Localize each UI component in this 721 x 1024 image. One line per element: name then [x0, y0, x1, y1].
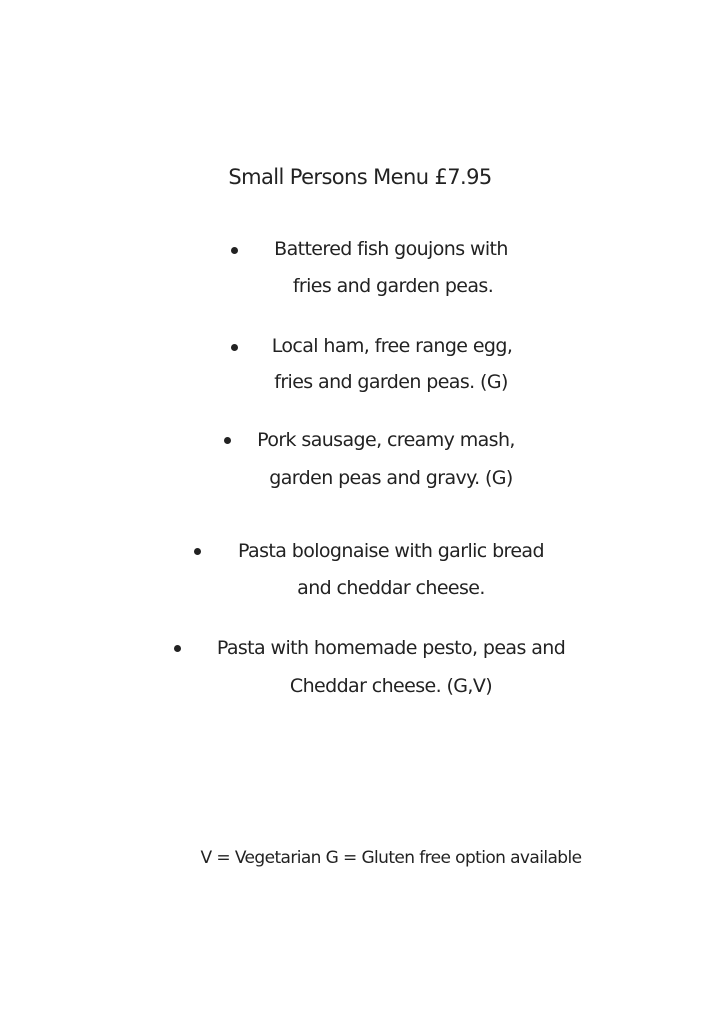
item-line: fries and garden peas. — [292, 275, 494, 297]
item-line: Battered fish goujons with — [274, 238, 508, 260]
item-line: fries and garden peas. (G) — [274, 371, 508, 393]
menu-title: Small Persons Menu £7.95 — [228, 165, 492, 189]
item-line: garden peas and gravy. (G) — [269, 467, 513, 489]
item-line: and cheddar cheese. — [297, 577, 485, 599]
bullet-icon — [174, 645, 181, 652]
item-line: Pork sausage, creamy mash, — [257, 429, 515, 451]
item-line: Pasta with homemade pesto, peas and — [216, 637, 566, 659]
dietary-key: V = Vegetarian G = Gluten free option available — [200, 848, 582, 868]
item-line: Cheddar cheese. (G,V) — [289, 675, 493, 697]
item-line: Pasta bolognaise with garlic bread — [238, 540, 544, 562]
bullet-icon — [194, 548, 201, 555]
bullet-icon — [224, 437, 231, 444]
bullet-icon — [231, 344, 238, 351]
item-line: Local ham, free range egg, — [271, 335, 513, 357]
bullet-icon — [231, 247, 238, 254]
